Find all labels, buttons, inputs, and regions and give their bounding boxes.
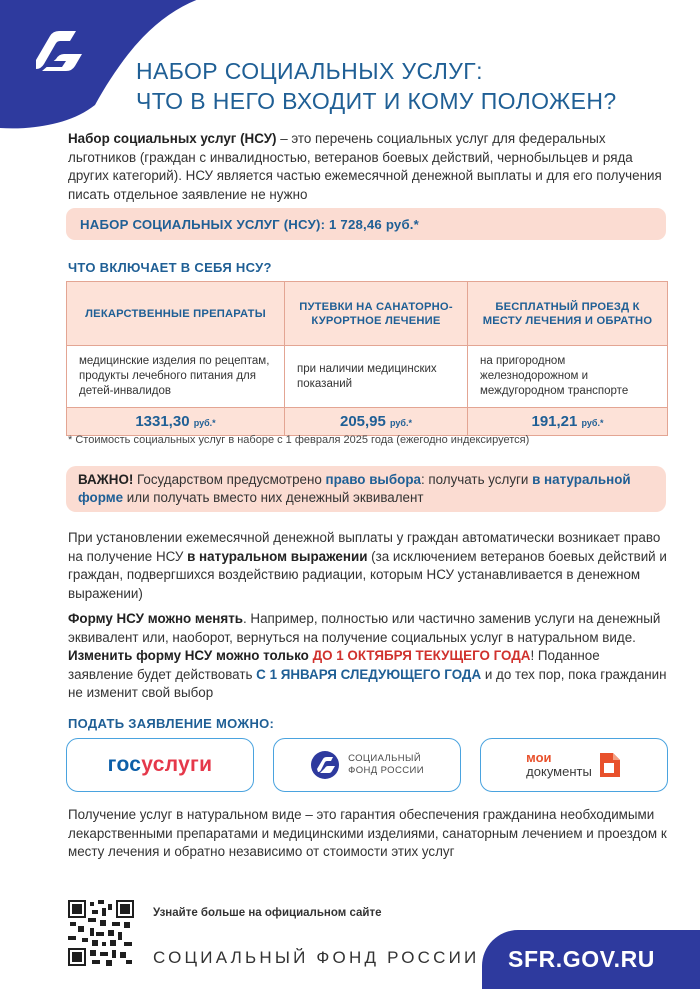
sfr-logo-text (348, 753, 424, 777)
cost-unit: руб.* (390, 418, 412, 428)
qr-code-icon[interactable] (68, 900, 134, 966)
text: (за исключением ветеранов боевых действий и граждан, подвергшихся воздействию радиации, которым НСУ устанавливается в денежном выражении) (68, 548, 667, 601)
learn-more-text: Узнайте больше на официальном сайте (153, 907, 382, 919)
title-line-1: НАБОР СОЦИАЛЬНЫХ УСЛУГ: (136, 58, 483, 84)
document-icon (598, 751, 622, 779)
important-highlight: в натуральной форме (78, 472, 631, 505)
paragraph-auto-right (68, 529, 668, 603)
cost-value: 191,21 (531, 413, 578, 430)
desc-travel: на пригородном железнодорожном и междугородном транспорте (468, 346, 668, 408)
mydocuments-logo-text (526, 751, 592, 779)
gosuslugi-logo-part1: гос (107, 753, 142, 776)
text: . Например, полностью или частично заменив услуги на денежный эквивалент или, наоборот, вернуться на получение социальных услуг в натуральном виде. (68, 611, 661, 645)
desc-sanatorium: при наличии медицинских показаний (285, 346, 468, 408)
mydocuments-logo (526, 751, 622, 779)
important-highlight: право выбора (325, 472, 421, 487)
table-cost-row (67, 408, 668, 436)
intro-paragraph (68, 130, 668, 204)
page-title (136, 56, 676, 116)
paragraph-change-form (68, 610, 668, 703)
intro-term: Набор социальных услуг (НСУ) (68, 131, 277, 146)
gosuslugi-logo (108, 753, 213, 777)
apply-heading: ПОДАТЬ ЗАЯВЛЕНИЕ МОЖНО: (68, 716, 275, 731)
website-link[interactable] (482, 930, 700, 989)
footnote: * Стоимость социальных услуг в наборе с 1 февраля 2025 года (ежегодно индексируется) (68, 434, 530, 446)
website-link-text: SFR.GOV.RU (508, 946, 656, 972)
cost-value: 205,95 (339, 413, 386, 430)
cost-sanatorium (285, 408, 468, 436)
important-label: ВАЖНО! (78, 472, 134, 487)
deadline-text: ДО 1 ОКТЯБРЯ ТЕКУЩЕГО ГОДА (312, 648, 531, 663)
org-name: СОЦИАЛЬНЫЙ ФОНД РОССИИ (153, 948, 480, 967)
text: При установлении ежемесячной денежной выплаты у граждан автоматически возникает право на получение НСУ (68, 530, 661, 564)
mydocuments-line1: мои (526, 750, 552, 765)
table-header-row (67, 282, 668, 346)
desc-medicines: медицинские изделия по рецептам, продукты лечебного питания для детей-инвалидов (67, 346, 285, 408)
mydocuments-button[interactable] (480, 738, 668, 792)
table-description-row (67, 346, 668, 408)
gosuslugi-logo-part2: услуги (141, 753, 213, 776)
text: и до тех пор, пока гражданин не изменит свой выбор (68, 666, 667, 700)
mydocuments-line2: документы (526, 764, 592, 779)
sfr-logo-icon (22, 18, 88, 84)
sfr-logo-icon (310, 750, 340, 780)
bold-text: Изменить форму НСУ можно только (68, 648, 313, 663)
title-line-2: ЧТО В НЕГО ВХОДИТ И КОМУ ПОЛОЖЕН? (136, 88, 617, 114)
important-text: или получать вместо них денежный эквивалент (123, 490, 424, 505)
closing-paragraph: Получение услуг в натуральном виде – это гарантия обеспечения гражданина необходимыми лекарственными препаратами и медицинскими изделиями, санаторным лечением и проездом к месту лечения и обратно независимо от стоимости этих услуг (68, 807, 667, 859)
services-table (66, 281, 668, 436)
important-banner (66, 466, 666, 512)
bold-text: в натуральном выражении (187, 548, 368, 564)
col-title-travel: БЕСПЛАТНЫЙ ПРОЕЗД К МЕСТУ ЛЕЧЕНИЯ И ОБРАТНО (468, 282, 668, 346)
important-text: Государством предусмотрено (133, 472, 326, 487)
intro-text: – это перечень социальных услуг для федеральных льготников (граждан с инвалидностью, ветеранов боевых действий, чернобыльцев и ряда других категорий). НСУ является частью ежемесячной денежной выплаты и для его получения писать отдельное заявление не нужно (68, 131, 662, 202)
gosuslugi-button[interactable] (66, 738, 254, 792)
includes-heading: ЧТО ВКЛЮЧАЕТ В СЕБЯ НСУ? (68, 260, 272, 275)
cost-unit: руб.* (193, 418, 216, 428)
important-text: : получать услуги (420, 472, 533, 487)
sfr-button[interactable] (273, 738, 461, 792)
bold-text: Форму НСУ можно менять (68, 611, 243, 626)
sfr-logo (310, 750, 424, 780)
cost-value: 1331,30 (135, 413, 190, 430)
col-title-medicines: ЛЕКАРСТВЕННЫЕ ПРЕПАРАТЫ (67, 282, 285, 346)
sfr-logo-line1: СОЦИАЛЬНЫЙ (348, 753, 422, 764)
sfr-logo-line2: ФОНД РОССИИ (348, 765, 424, 776)
cost-unit: руб.* (581, 418, 604, 428)
start-date-text: С 1 ЯНВАРЯ СЛЕДУЮЩЕГО ГОДА (256, 666, 482, 682)
col-title-sanatorium: ПУТЕВКИ НА САНАТОРНО-КУРОРТНОЕ ЛЕЧЕНИЕ (285, 282, 468, 346)
cost-travel (468, 408, 668, 436)
text: ! Поданное заявление будет действовать (68, 648, 600, 682)
price-banner-text: НАБОР СОЦИАЛЬНЫХ УСЛУГ (НСУ): 1 728,46 руб.* (80, 216, 419, 232)
cost-medicines (67, 408, 285, 436)
price-banner (66, 208, 666, 240)
